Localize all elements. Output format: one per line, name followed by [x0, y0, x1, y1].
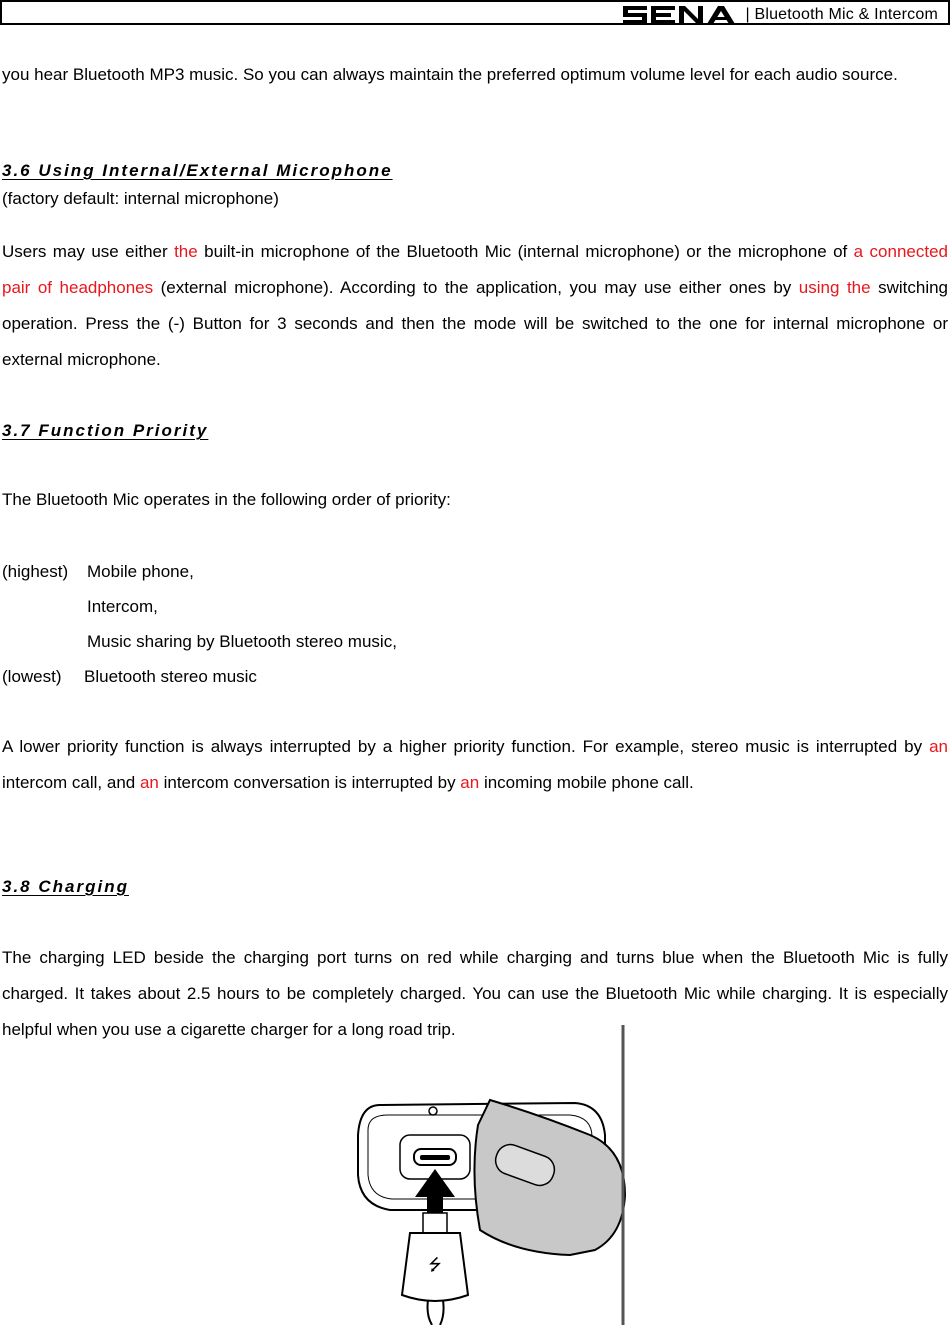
- priority-highest-label: (highest): [2, 562, 69, 581]
- priority-item: Music sharing by Bluetooth stereo music,: [87, 632, 397, 651]
- priority-item: Bluetooth stereo music: [84, 667, 257, 686]
- section-3-6-heading: 3.6 Using Internal/External Microphone: [2, 161, 393, 180]
- red-text-run: an: [460, 773, 480, 792]
- section-3-8-paragraph: The charging LED beside the charging port turns on red while charging and turns blue when the Bluetooth Mic is fully charged. It takes about 2.5 hours to be completely charged. You can use the Bluetooth Mic while charging. It is especially helpful when you use a cigarette charger for a long road trip.: [2, 948, 948, 1039]
- red-text-run: an: [929, 737, 948, 756]
- priority-item: Intercom,: [87, 597, 158, 616]
- text-run: switching operation. Press the (-) Button for 3 seconds and then the mode will be switched to the one for internal microphone or external microphone.: [2, 278, 948, 369]
- priority-lowest-label: (lowest): [2, 667, 62, 686]
- priority-intro: The Bluetooth Mic operates in the following order of priority:: [2, 490, 451, 509]
- text-run: built-in microphone of the Bluetooth Mic (internal microphone) or the microphone of: [197, 242, 854, 261]
- page-header: [0, 0, 950, 25]
- section-3-6-default-note: (factory default: internal microphone): [2, 189, 279, 208]
- section-3-6-paragraph: [2, 234, 948, 378]
- text-run: intercom call, and: [2, 773, 140, 792]
- text-run: intercom conversation is interrupted by: [158, 773, 461, 792]
- text-run: incoming mobile phone call.: [479, 773, 694, 792]
- section-3-7-heading: 3.7 Function Priority: [2, 421, 209, 440]
- text-run: (external microphone). According to the application, you may use either ones by: [153, 278, 799, 297]
- priority-item: Mobile phone,: [87, 562, 194, 581]
- svg-text:⭍: ⭍: [428, 1255, 442, 1274]
- red-text-run: the: [174, 242, 198, 261]
- text-run: A lower priority function is always interrupted by a higher priority function. For example, stereo music is interrupted by: [2, 737, 930, 756]
- red-text-run: using the: [798, 278, 871, 297]
- red-text-run: a connected pair of headphones: [2, 242, 948, 297]
- text-run: Users may use either: [2, 242, 175, 261]
- section-3-8-heading: 3.8 Charging: [2, 877, 129, 896]
- sena-logo: [621, 5, 741, 25]
- section-3-7-paragraph: [2, 729, 948, 801]
- intro-paragraph: you hear Bluetooth MP3 music. So you can always maintain the preferred optimum volume level for each audio source.: [2, 65, 898, 84]
- header-title: | Bluetooth Mic & Intercom: [745, 5, 938, 23]
- red-text-run: an: [139, 773, 159, 792]
- usb-charging-illustration: [340, 1025, 640, 1325]
